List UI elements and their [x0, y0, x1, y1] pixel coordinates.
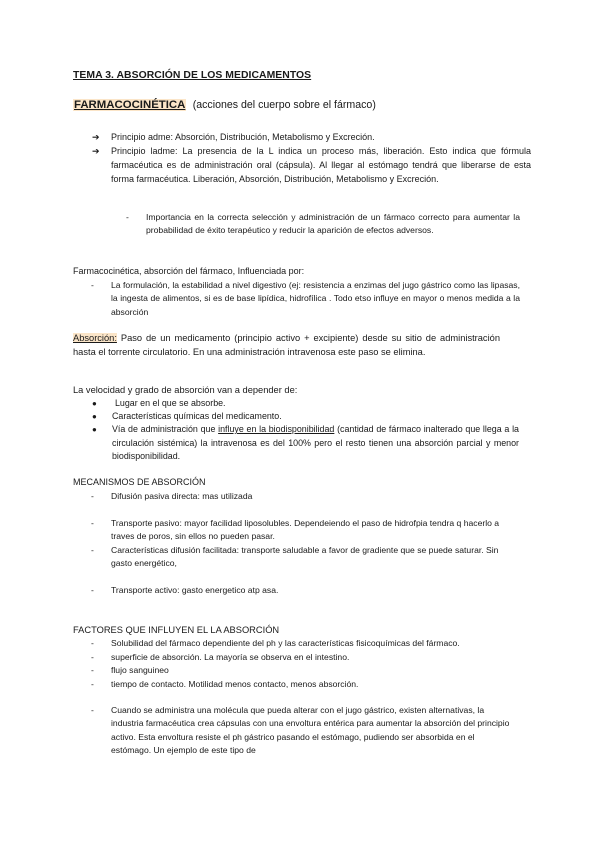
dash-marker: -: [91, 585, 94, 595]
dash-marker: -: [91, 679, 94, 689]
dash-marker: -: [91, 638, 94, 648]
factor-text: Cuando se administra una molécula que pueda alterar con el jugo gástrico, existen alternativas, la industria farmacéutica crea cápsulas con una envoltura entérica para aumentar la absorción del principio activo. Esta envoltura resiste el ph gástrico pasando el estómago, pudiendo ser absorbida en el estómago. Un ejemplo de este tipo de: [111, 705, 510, 756]
dash-marker: -: [91, 280, 94, 290]
via-post: (cantidad de fármaco inalterado que llega a la circulación sistémica) la intravenosa es del 100% pero el resto tienen una absorción parcial y menor biodisponibilidad.: [112, 424, 519, 461]
dash-marker: -: [91, 518, 94, 528]
arrow-icon: ➔: [92, 146, 100, 156]
bullet-marker: ●: [92, 425, 97, 434]
dash-marker: -: [91, 491, 94, 501]
dash-marker: -: [91, 705, 94, 715]
absorcion-label: Absorción:: [73, 333, 117, 343]
influenciada-intro: Farmacocinética, absorción del fármaco, Influenciada por:: [73, 266, 305, 276]
bullet-marker: ●: [92, 412, 97, 421]
dash-marker: -: [91, 545, 94, 555]
velocidad-item-text: Características químicas del medicamento.: [112, 411, 282, 421]
farmacocinetica-label: FARMACOCINÉTICA: [74, 99, 186, 111]
principio-adme-text: Principio adme: Absorción, Distribución, Metabolismo y Excreción.: [111, 132, 375, 142]
factor-text: Solubilidad del fármaco dependiente del ph y las características fisicoquímicas del fármaco.: [111, 638, 460, 648]
farmacocinetica-subtitle: (acciones del cuerpo sobre el fármaco): [192, 99, 376, 111]
via-administracion-text: [112, 423, 519, 464]
farmacocinetica-heading: [73, 99, 376, 111]
mecanismo-text: Transporte pasivo: mayor facilidad liposolubles. Dependeiendo el paso de hidrofpia tendra q hacerlo a traves de poros, sin ellos no pueden pasar.: [111, 518, 500, 542]
bullet-marker: ●: [92, 399, 97, 408]
absorcion-paragraph: [73, 331, 500, 359]
mecanismo-text: Difusión pasiva directa: mas utilizada: [111, 491, 253, 501]
factor-text: flujo sanguineo: [111, 665, 169, 675]
importancia-text: Importancia en la correcta selección y administración de un fármaco correcto para aumentar la probabilidad de éxito terapéutico y reducir la aparición de efectos adversos.: [146, 212, 520, 236]
influenciada-text: La formulación, la estabilidad a nivel digestivo (ej: resistencia a enzimas del jugo gástrico como las lipasas, la ingesta de alimentos, si es de base lipídica, hidrofílica . Todo etso influye en mayor o menos medida a la absorción: [111, 280, 520, 317]
absorcion-text: Paso de un medicamento (principio activo + excipiente) desde su sitio de administración hasta el torrente circulatorio. En una administración intravenosa este paso se elimina.: [73, 333, 500, 357]
velocidad-intro: La velocidad y grado de absorción van a depender de:: [73, 385, 298, 395]
factor-text: superficie de absorción. La mayoría se observa en el intestino.: [111, 652, 350, 662]
page-title: TEMA 3. ABSORCIÓN DE LOS MEDICAMENTOS: [73, 70, 312, 81]
factores-heading: FACTORES QUE INFLUYEN EL LA ABSORCIÓN: [73, 625, 280, 635]
dash-marker: -: [91, 652, 94, 662]
arrow-icon: ➔: [92, 132, 100, 142]
factor-text: tiempo de contacto. Motilidad menos contacto, menos absorción.: [111, 679, 359, 689]
velocidad-item-text: Lugar en el que se absorbe.: [115, 398, 226, 408]
mecanismo-text: Características difusión facilitada: transporte saludable a favor de gradiente que se puede saturar. Sin gasto energético,: [111, 545, 499, 569]
via-underlined: influye en la biodisponibilidad: [218, 424, 335, 434]
dash-marker: -: [126, 212, 129, 222]
via-pre: Vía de administración que: [112, 424, 219, 434]
principio-ladme-text: Principio ladme: La presencia de la L indica un proceso más, liberación. Esto indica que fórmula farmacéutica es de administración oral (cápsula). Al llegar al estómago tendrá que liberarse de esta forma farmacéutica. Liberación, Absorción, Distribución, Metabolismo y Excreción.: [111, 146, 531, 184]
dash-marker: -: [91, 665, 94, 675]
mecanismo-text: Transporte activo: gasto energetico atp asa.: [111, 585, 279, 595]
mecanismos-heading: MECANISMOS DE ABSORCIÓN: [73, 477, 206, 487]
